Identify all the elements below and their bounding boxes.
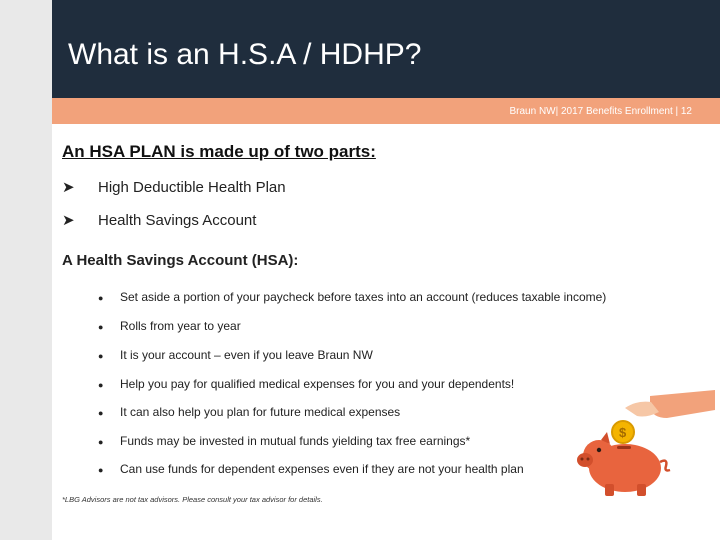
bullet-text: Funds may be invested in mutual funds yielding tax free earnings* (120, 434, 471, 448)
bullet-dot-icon: ● (98, 380, 104, 390)
bullet-dot-icon: ● (98, 465, 104, 475)
bullet-item (98, 434, 470, 448)
bullet-dot-icon: ● (98, 437, 104, 447)
intro-heading: An HSA PLAN is made up of two parts: (62, 142, 376, 161)
right-arrowhead-icon: ➤ (62, 212, 75, 229)
svg-text:$: $ (619, 425, 627, 440)
bullet-item (98, 405, 400, 419)
right-arrowhead-icon: ➤ (62, 179, 75, 196)
bullet-dot-icon: ● (98, 351, 104, 361)
part-label: Health Savings Account (98, 212, 257, 229)
part-item (62, 178, 286, 196)
hsa-heading: A Health Savings Account (HSA): (62, 252, 299, 269)
bullet-text: Help you pay for qualified medical expenses for you and your dependents! (120, 377, 515, 391)
bullet-item (98, 290, 606, 304)
bullet-text: It can also help you plan for future medical expenses (120, 405, 401, 419)
disclaimer: *LBG Advisors are not tax advisors. Please consult your tax advisor for details. (62, 495, 323, 504)
slide-footer: Braun NW| 2017 Benefits Enrollment | 12 (509, 106, 692, 117)
bullet-dot-icon: ● (98, 408, 104, 418)
bullet-text: Set aside a portion of your paycheck before taxes into an account (reduces taxable income) (120, 290, 607, 304)
left-sidebar-band (0, 0, 52, 540)
bullet-item (98, 348, 373, 362)
bullet-text: Can use funds for dependent expenses even if they are not your health plan (120, 462, 524, 476)
part-label: High Deductible Health Plan (98, 179, 286, 196)
bullet-dot-icon: ● (98, 322, 104, 332)
bullet-dot-icon: ● (98, 293, 104, 303)
part-item (62, 211, 256, 229)
piggy-bank-icon (555, 388, 715, 498)
bullet-item (98, 377, 514, 391)
bullet-item (98, 319, 241, 333)
bullet-text: It is your account – even if you leave Braun NW (120, 348, 373, 362)
bullet-item (98, 462, 524, 476)
bullet-text: Rolls from year to year (120, 319, 241, 333)
slide-title: What is an H.S.A / HDHP? (68, 38, 422, 71)
